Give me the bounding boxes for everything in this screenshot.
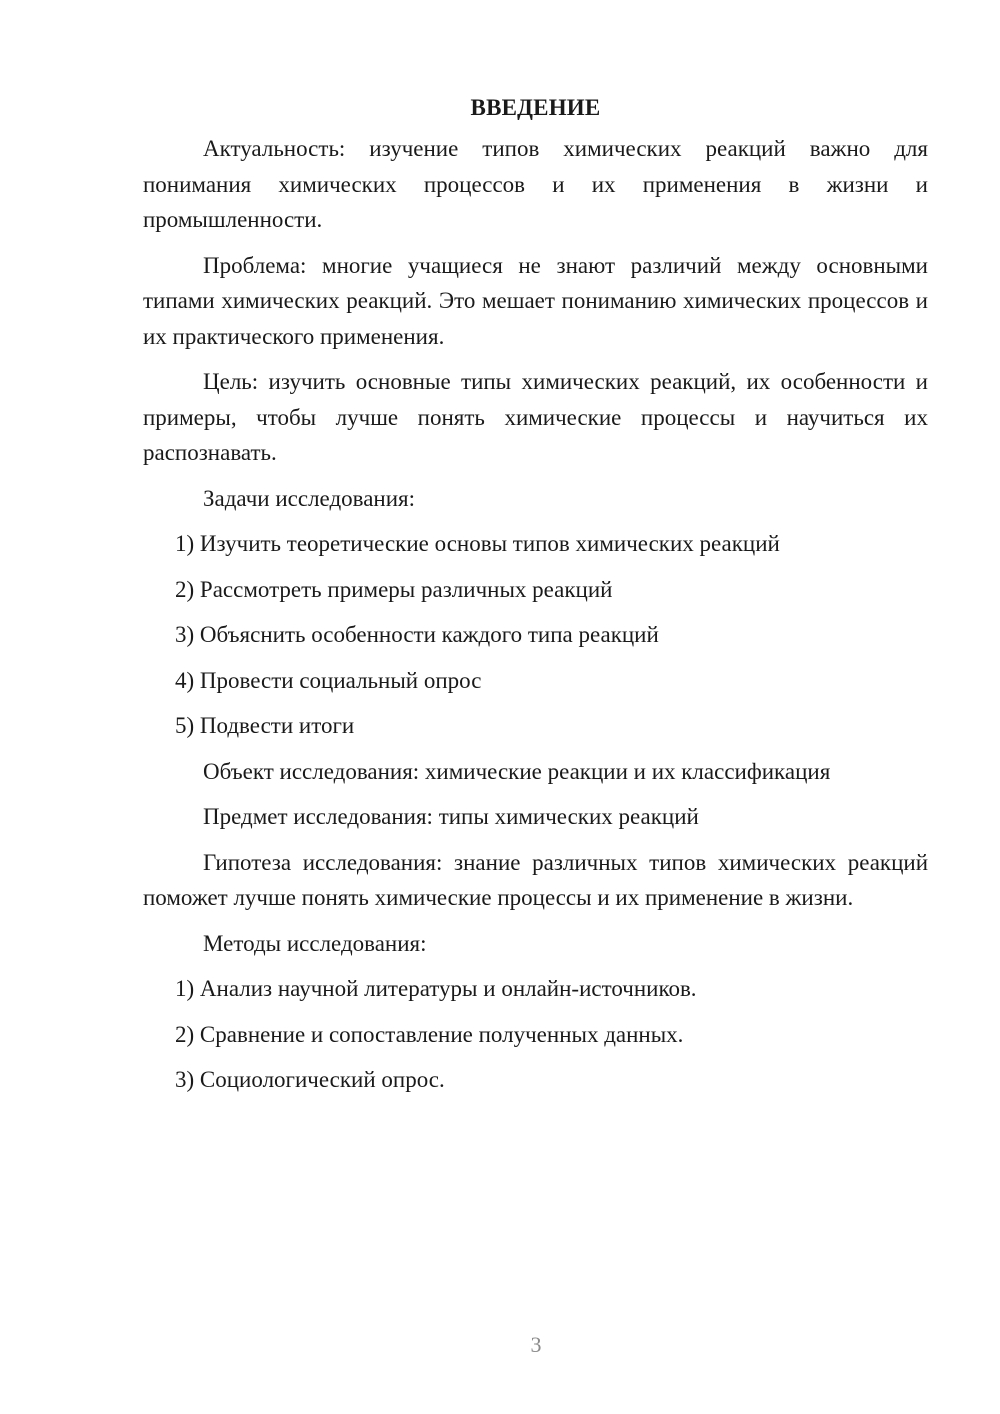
object-line: Объект исследования: химические реакции и их классификация [203, 758, 831, 784]
list-item: 2) Рассмотреть примеры различных реакций [175, 576, 613, 602]
page-title: ВВЕДЕНИЕ [470, 95, 601, 120]
list-item: 5) Подвести итоги [175, 713, 355, 738]
relevance-paragraph: Актуальность: изучение типов химических реакций важно для понимания химических процессов и их применения в жизни и промышленности. [143, 136, 928, 232]
methods-list [143, 971, 928, 1098]
list-item: 2) Сравнение и сопоставление полученных данных. [175, 1021, 684, 1047]
goal-paragraph: Цель: изучить основные типы химических реакций, их особенности и примеры, чтобы лучше понять химические процессы и научиться их распознавать. [143, 369, 928, 465]
page-number: 3 [530, 1332, 542, 1357]
list-item: 1) Изучить теоретические основы типов химических реакций [175, 531, 780, 556]
problem-paragraph: Проблема: многие учащиеся не знают различий между основными типами химических реакций. Это мешает пониманию химических процессов и их практического применения. [143, 252, 928, 349]
list-item: 3) Социологический опрос. [175, 1067, 445, 1092]
list-item: 4) Провести социальный опрос [175, 667, 482, 693]
subject-line: Предмет исследования: типы химических реакций [203, 804, 699, 829]
list-item: 1) Анализ научной литературы и онлайн-источников. [175, 976, 697, 1001]
tasks-list [143, 526, 928, 744]
document-body [143, 90, 928, 1108]
hypothesis-paragraph: Гипотеза исследования: знание различных типов химических реакций поможет лучше понять химические процессы и их применение в жизни. [143, 849, 928, 910]
methods-heading: Методы исследования: [203, 930, 427, 956]
list-item: 3) Объяснить особенности каждого типа реакций [175, 622, 659, 647]
tasks-heading: Задачи исследования: [203, 485, 416, 511]
